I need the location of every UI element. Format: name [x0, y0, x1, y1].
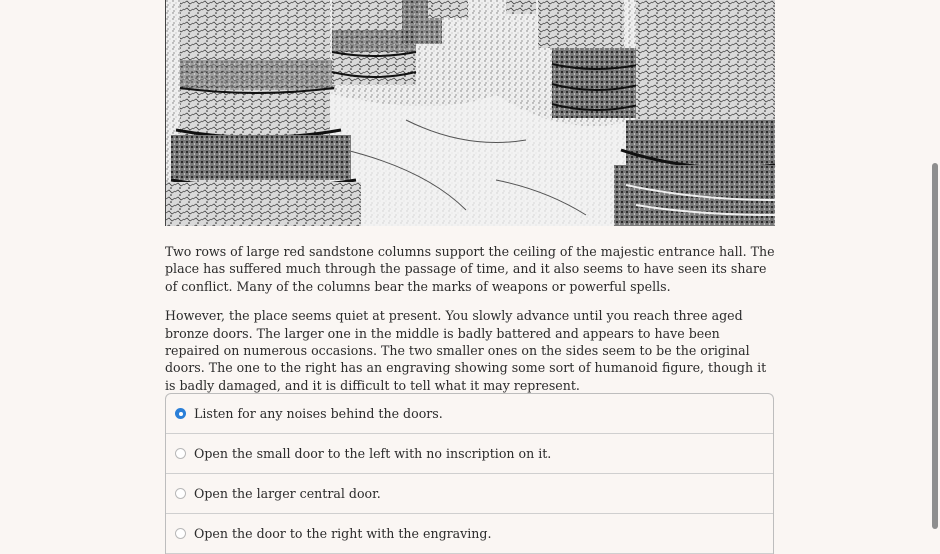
story-paragraph: Two rows of large red sandstone columns support the ceiling of the majestic entrance hall. The place has suffered much through the passage of time, and it also seems to have seen its share of conflict. Many of the columns bear the marks of weapons or powerful spells. — [165, 244, 775, 294]
story-text — [165, 243, 777, 406]
scrollbar-thumb[interactable] — [932, 163, 938, 529]
choice-list — [165, 393, 774, 554]
scene-illustration — [165, 0, 774, 226]
choice-open-right-door[interactable] — [166, 514, 773, 554]
choice-open-central-door[interactable] — [166, 474, 773, 514]
ruined-columns-sketch-icon — [166, 0, 775, 226]
choice-label: Open the small door to the left with no inscription on it. — [194, 446, 552, 461]
radio-selected-icon[interactable] — [175, 408, 186, 419]
choice-listen[interactable] — [166, 394, 773, 434]
choice-label: Open the door to the right with the engraving. — [194, 526, 492, 541]
story-paragraph: However, the place seems quiet at present. You slowly advance until you reach three aged bronze doors. The larger one in the middle is badly battered and appears to have been repaired on numerous occasions. The two smaller ones on the sides seem to be the original doors. The one to the right has an engraving showing some sort of humanoid figure, though it is badly damaged, and it is difficult to tell what it may represent. — [165, 308, 767, 393]
choice-label: Listen for any noises behind the doors. — [194, 406, 443, 421]
radio-unselected-icon[interactable] — [175, 488, 186, 499]
radio-unselected-icon[interactable] — [175, 528, 186, 539]
choice-open-left-door[interactable] — [166, 434, 773, 474]
choice-label: Open the larger central door. — [194, 486, 381, 501]
radio-unselected-icon[interactable] — [175, 448, 186, 459]
scrollbar[interactable] — [929, 0, 940, 529]
